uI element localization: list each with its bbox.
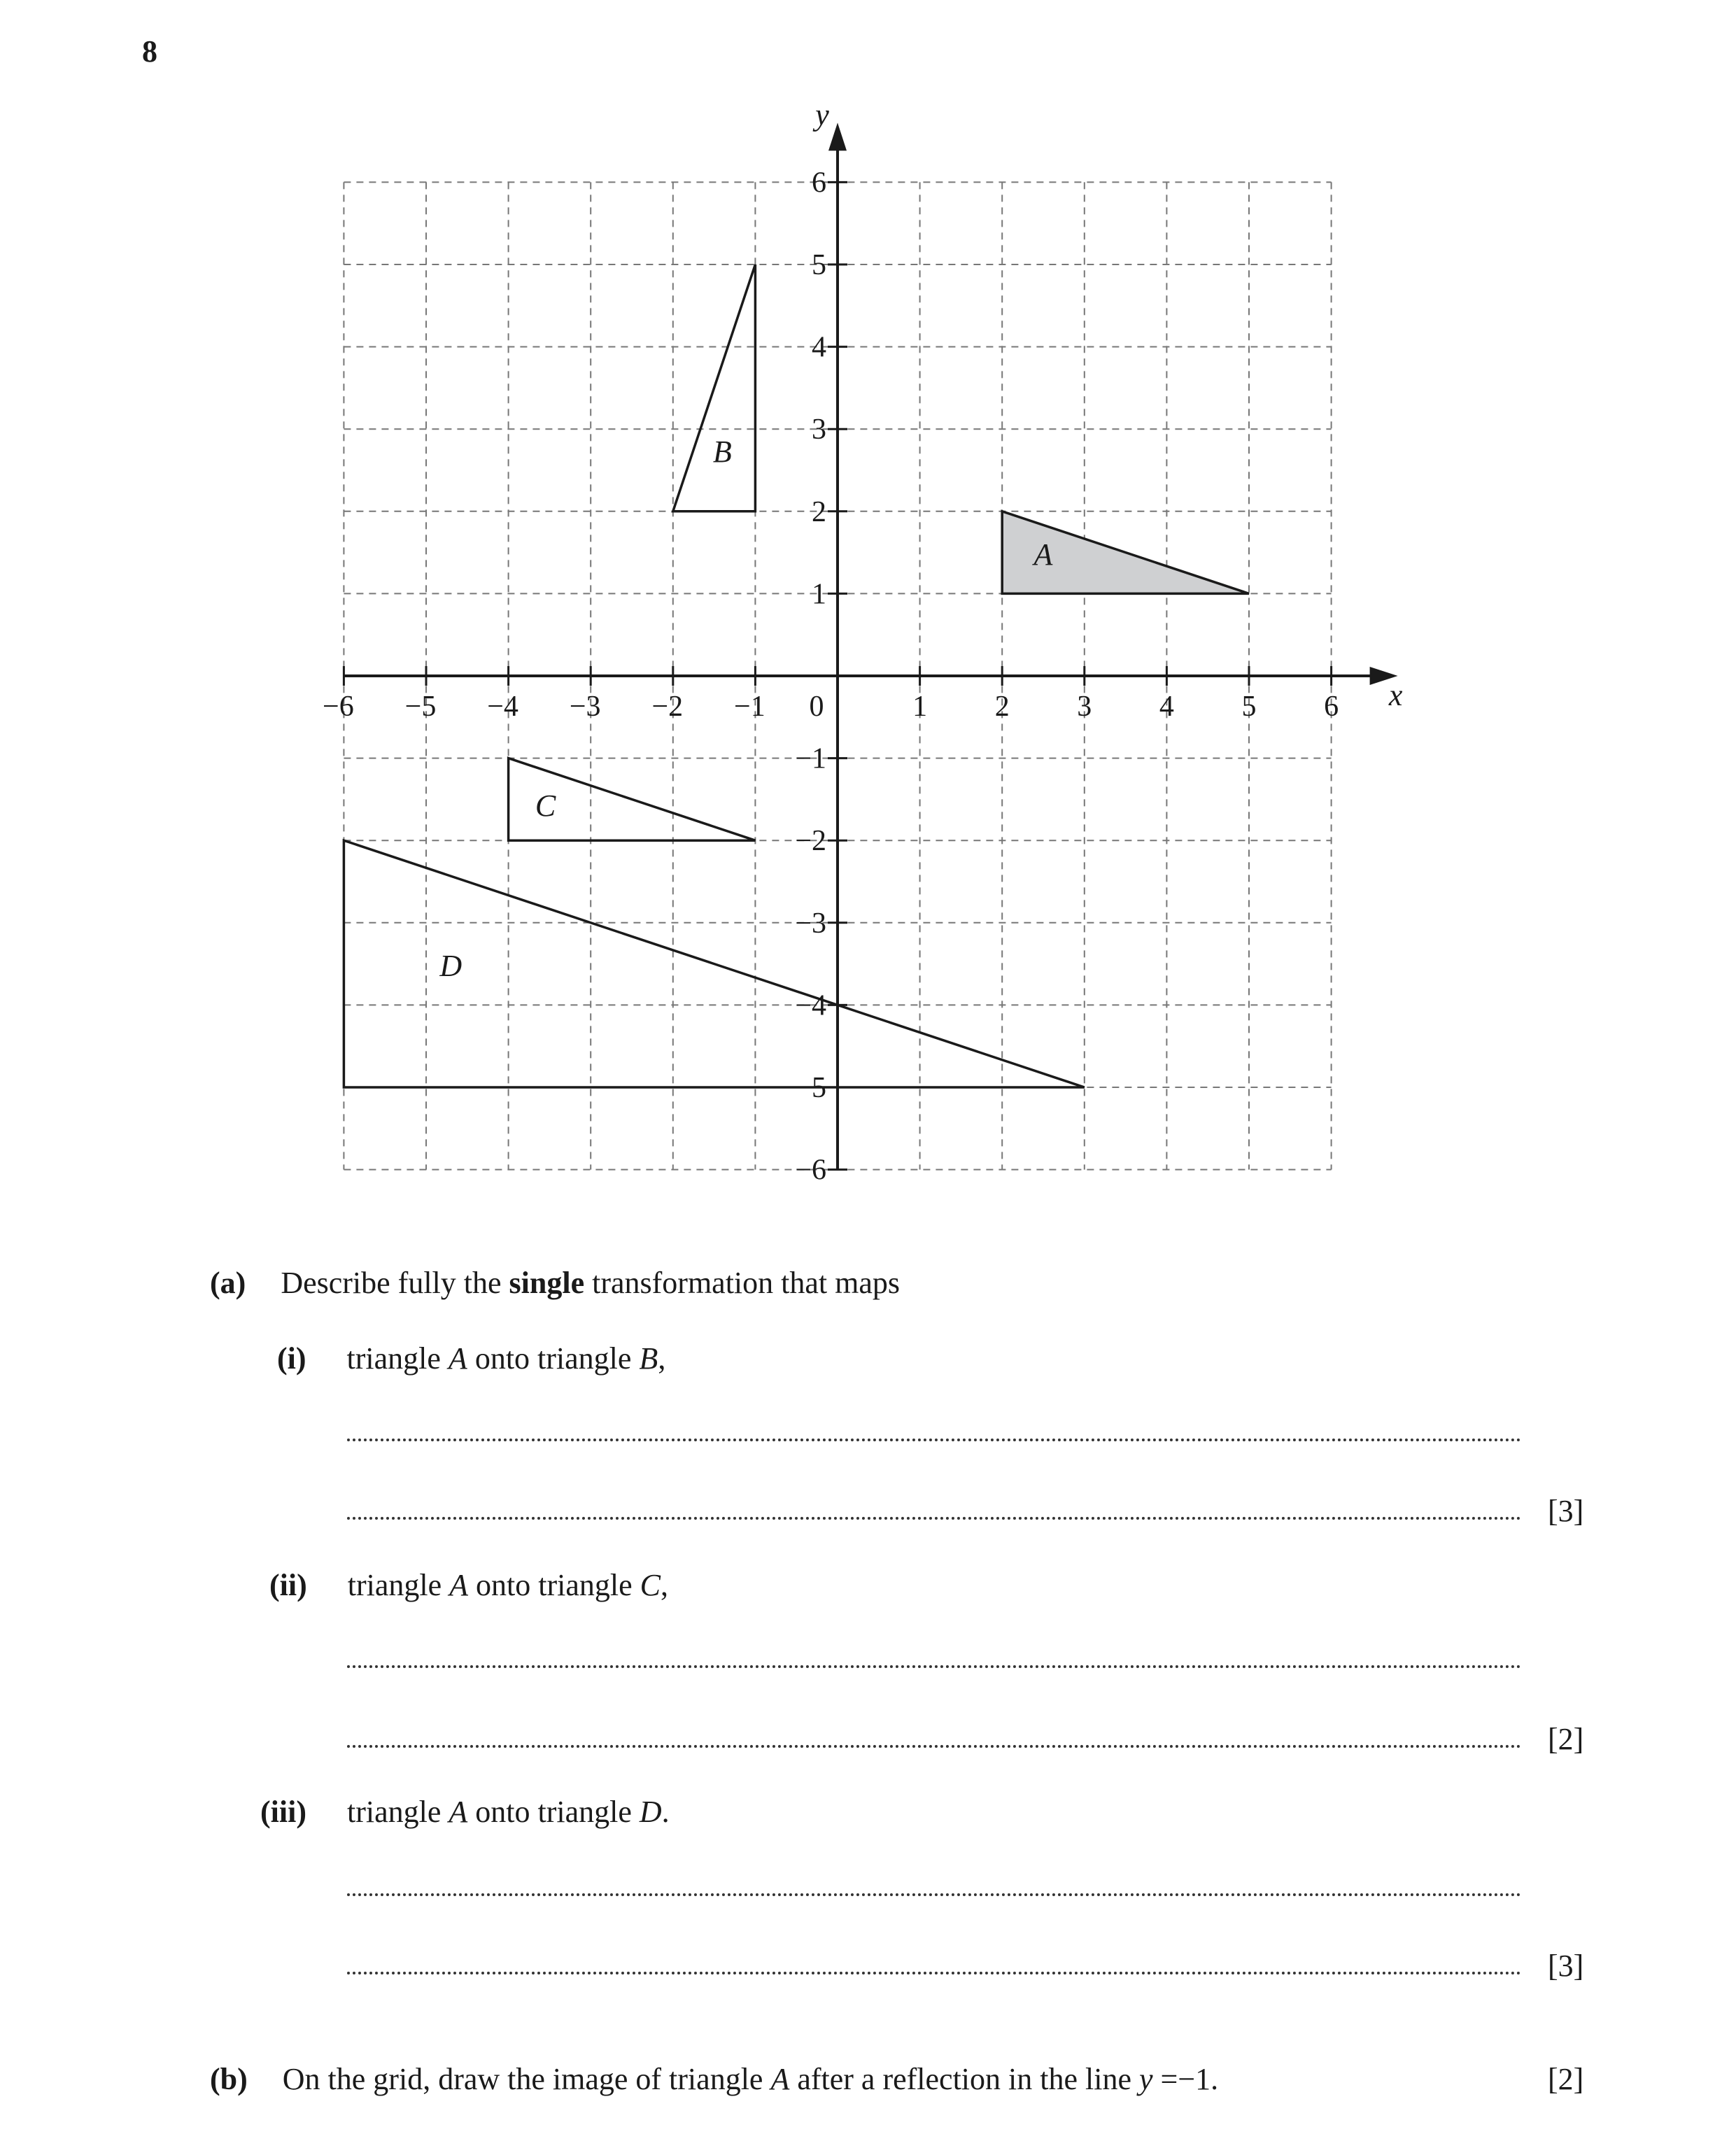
x-tick-label: 6: [1324, 691, 1339, 723]
part-i-text-pre: triangle: [346, 1341, 449, 1376]
part-i-triangle-b: B: [639, 1341, 658, 1376]
x-tick-label: 3: [1077, 691, 1092, 723]
question-a-i: [277, 1343, 665, 1374]
y-tick-label: 3: [812, 414, 826, 446]
triangle-label-c: C: [535, 788, 556, 823]
part-iii-triangle-d: D: [639, 1795, 662, 1829]
question-a-iii: [260, 1797, 670, 1828]
marks-a-ii: [2]: [1548, 1722, 1584, 1756]
question-a-stem-bold: single: [509, 1266, 585, 1300]
origin-label: 0: [809, 691, 824, 723]
part-ii-label: (ii): [269, 1568, 307, 1602]
question-a-ii: [269, 1570, 668, 1601]
y-tick-label: 4: [812, 331, 826, 364]
part-iii-triangle-a: A: [449, 1795, 468, 1829]
question-b-eq-rest: =−1.: [1152, 2062, 1219, 2096]
answer-line[interactable]: [347, 1972, 1521, 1974]
question-a-label: (a): [210, 1266, 246, 1300]
x-tick-label: 5: [1241, 691, 1257, 723]
question-a-stem: [210, 1268, 900, 1299]
part-iii-text-end: .: [661, 1795, 670, 1829]
y-tick-label: 2: [812, 495, 826, 528]
y-axis-label: y: [815, 97, 829, 132]
triangle-b: [673, 264, 756, 511]
x-axis-label: x: [1388, 678, 1403, 712]
question-a-stem-pre: Describe fully the: [281, 1266, 509, 1300]
part-iii-label: (iii): [260, 1795, 306, 1829]
y-tick-label: −1: [795, 742, 826, 775]
axes: [344, 122, 1397, 1169]
part-iii-text-mid: onto triangle: [467, 1795, 640, 1829]
y-tick-label: −2: [795, 825, 826, 858]
part-ii-text-pre: triangle: [347, 1568, 450, 1602]
question-b-text-pre: On the grid, draw the image of triangle: [282, 2062, 771, 2096]
axis-labels: [810, 97, 1403, 723]
question-b-eq-var: y: [1138, 2062, 1153, 2096]
part-i-text-mid: onto triangle: [467, 1341, 640, 1376]
x-tick-label: 2: [994, 691, 1010, 723]
x-tick-label: −6: [323, 691, 354, 723]
x-tick-label: −5: [404, 691, 437, 723]
answer-line[interactable]: [347, 1439, 1521, 1441]
y-tick-label: −4: [795, 989, 826, 1022]
x-tick-label: −4: [487, 691, 518, 723]
x-tick-label: −2: [651, 691, 684, 723]
answer-line[interactable]: [347, 1665, 1521, 1668]
question-b-text-post: after a reflection in the line: [789, 2062, 1139, 2096]
y-tick-label: 6: [812, 167, 826, 199]
question-b: [210, 2064, 1218, 2095]
question-b-label: (b): [210, 2062, 248, 2096]
triangle-label-a: A: [1033, 537, 1053, 572]
marks-b: [2]: [1548, 2062, 1584, 2096]
marks-a-i: [3]: [1548, 1494, 1584, 1528]
x-tick-label: −3: [569, 691, 601, 723]
y-tick-label: −6: [795, 1154, 826, 1187]
question-b-triangle: A: [770, 2062, 790, 2096]
part-ii-triangle-c: C: [640, 1568, 661, 1602]
answer-line[interactable]: [347, 1517, 1521, 1520]
y-tick-label: 5: [812, 249, 826, 281]
y-axis-arrow-icon: [828, 122, 847, 150]
y-tick-label: −5: [795, 1072, 826, 1104]
part-ii-triangle-a: A: [449, 1568, 469, 1602]
x-tick-label: −1: [734, 691, 765, 723]
part-ii-text-end: ,: [661, 1568, 669, 1602]
question-a-stem-post: transformation that maps: [584, 1266, 901, 1300]
y-tick-label: 1: [812, 578, 826, 611]
answer-line[interactable]: [347, 1893, 1521, 1896]
triangle-label-b: B: [712, 434, 732, 469]
x-tick-label: 4: [1159, 691, 1174, 723]
part-i-text-end: ,: [658, 1341, 666, 1376]
page-number: 8: [142, 34, 157, 69]
x-tick-label: 1: [912, 691, 928, 723]
part-i-label: (i): [277, 1341, 306, 1376]
marks-a-iii: [3]: [1548, 1949, 1584, 1983]
answer-line[interactable]: [347, 1745, 1521, 1748]
part-iii-text-pre: triangle: [346, 1795, 449, 1829]
part-ii-text-mid: onto triangle: [468, 1568, 640, 1602]
triangle-label-d: D: [439, 949, 463, 984]
y-tick-label: −3: [795, 907, 826, 940]
part-i-triangle-a: A: [448, 1341, 467, 1376]
